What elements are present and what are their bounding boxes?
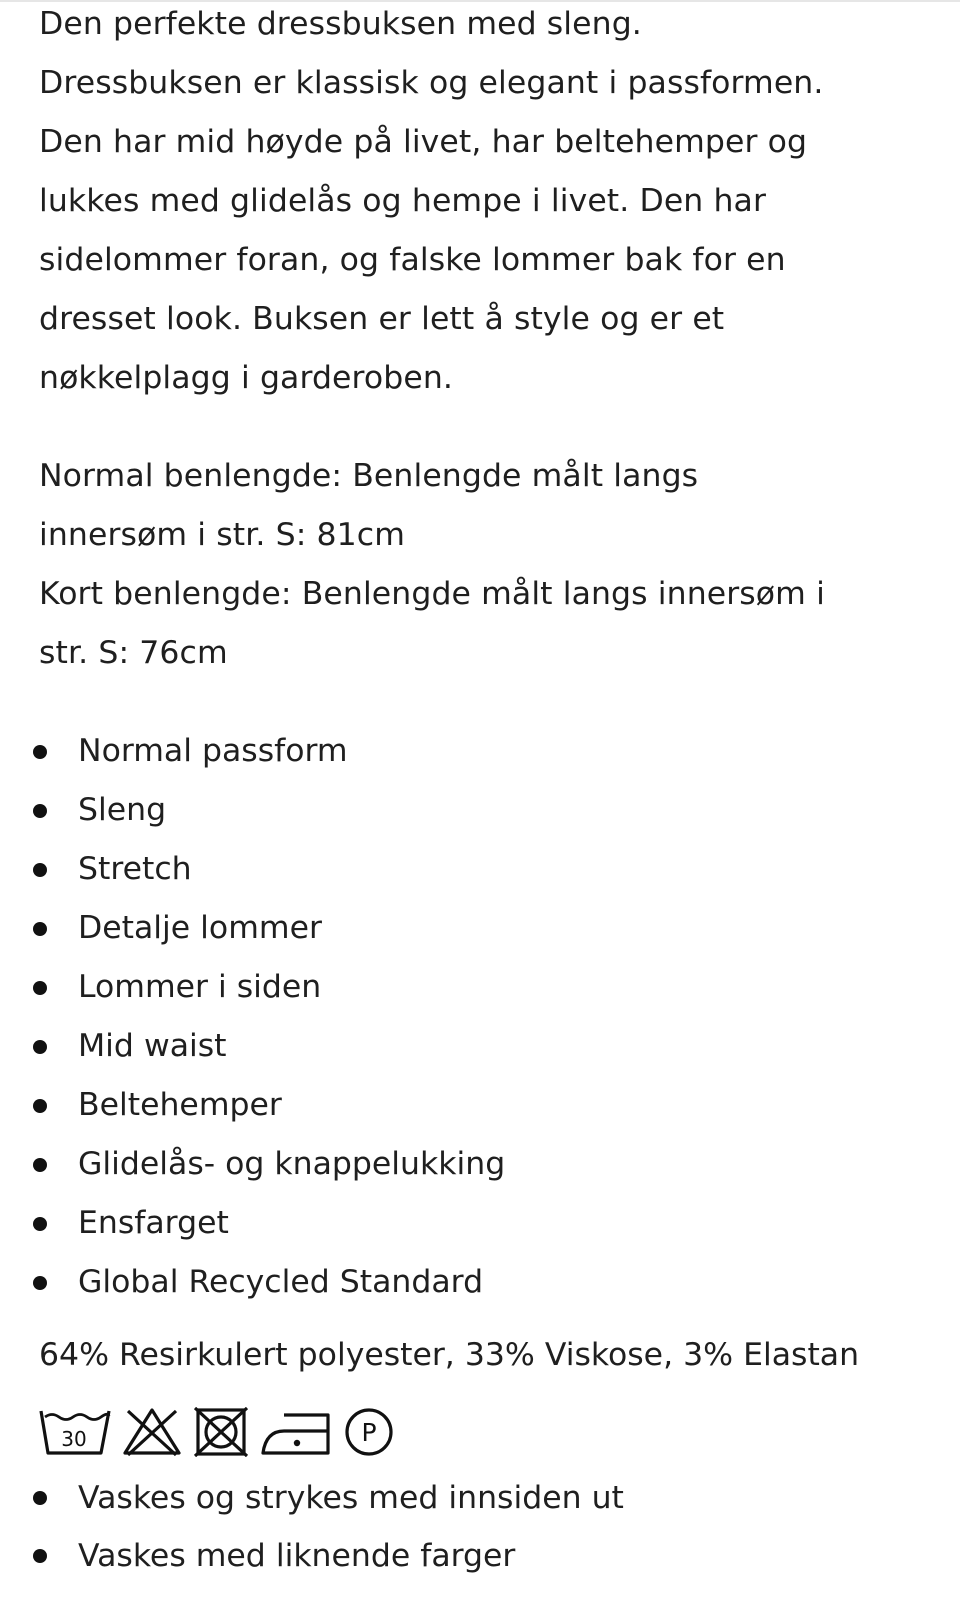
list-item [39, 1017, 939, 1076]
product-description [39, 0, 939, 1585]
list-item [39, 1253, 939, 1312]
description-line: nøkkelplagg i garderoben. [39, 360, 453, 396]
feature-list [39, 722, 939, 1312]
list-item [39, 899, 939, 958]
description-line: Den perfekte dressbuksen med sleng. [39, 6, 642, 42]
list-item [39, 1527, 939, 1585]
list-item [39, 1469, 939, 1527]
bullet-icon [33, 1491, 47, 1505]
list-item [39, 722, 939, 781]
feature-label: Detalje lommer [78, 910, 322, 946]
dry-clean-letter: P [361, 1418, 377, 1447]
material-composition: 64% Resirkulert polyester, 33% Viskose, 3% Elastan [39, 1337, 860, 1373]
care-instructions-list [39, 1469, 939, 1585]
leg-length-line: Normal benlengde: Benlengde målt langs [39, 458, 699, 494]
list-item [39, 781, 939, 840]
iron-low-icon [260, 1407, 334, 1457]
description-line: sidelommer foran, og falske lommer bak for en [39, 242, 786, 278]
bullet-icon [33, 981, 47, 995]
bullet-icon [33, 1040, 47, 1054]
list-item [39, 1194, 939, 1253]
wash-30-icon [39, 1407, 113, 1457]
feature-label: Global Recycled Standard [78, 1264, 484, 1300]
care-instruction-label: Vaskes med liknende farger [78, 1538, 516, 1574]
no-bleach-icon [122, 1407, 182, 1457]
bullet-icon [33, 745, 47, 759]
care-symbols [39, 1405, 939, 1457]
bullet-icon [33, 863, 47, 877]
leg-length-line: innersøm i str. S: 81cm [39, 517, 406, 553]
bullet-icon [33, 1276, 47, 1290]
feature-label: Sleng [78, 792, 167, 828]
description-line: Dressbuksen er klassisk og elegant i passformen. [39, 65, 824, 101]
bullet-icon [33, 1099, 47, 1113]
list-item [39, 840, 939, 899]
bullet-icon [33, 1549, 47, 1563]
feature-label: Stretch [78, 851, 192, 887]
leg-length-line: Kort benlengde: Benlengde målt langs innersøm i [39, 576, 825, 612]
bullet-icon [33, 804, 47, 818]
feature-label: Glidelås- og knappelukking [78, 1146, 506, 1182]
no-tumble-dry-icon [191, 1407, 251, 1457]
description-line: lukkes med glidelås og hempe i livet. Den har [39, 183, 767, 219]
feature-label: Beltehemper [78, 1087, 282, 1123]
description-line: Den har mid høyde på livet, har beltehemper og [39, 124, 808, 160]
bullet-icon [33, 922, 47, 936]
feature-label: Ensfarget [78, 1205, 229, 1241]
feature-label: Mid waist [78, 1028, 227, 1064]
wash-temperature-label: 30 [61, 1427, 87, 1451]
list-item [39, 1076, 939, 1135]
leg-length-text [39, 447, 939, 683]
feature-label: Normal passform [78, 733, 348, 769]
list-item [39, 1135, 939, 1194]
care-instruction-label: Vaskes og strykes med innsiden ut [78, 1480, 624, 1516]
list-item [39, 958, 939, 1017]
bullet-icon [33, 1158, 47, 1172]
dry-clean-p-icon [343, 1407, 395, 1457]
bullet-icon [33, 1217, 47, 1231]
leg-length-line: str. S: 76cm [39, 635, 228, 671]
description-line: dresset look. Buksen er lett å style og er et [39, 301, 725, 337]
description-text [39, 0, 939, 408]
feature-label: Lommer i siden [78, 969, 322, 1005]
